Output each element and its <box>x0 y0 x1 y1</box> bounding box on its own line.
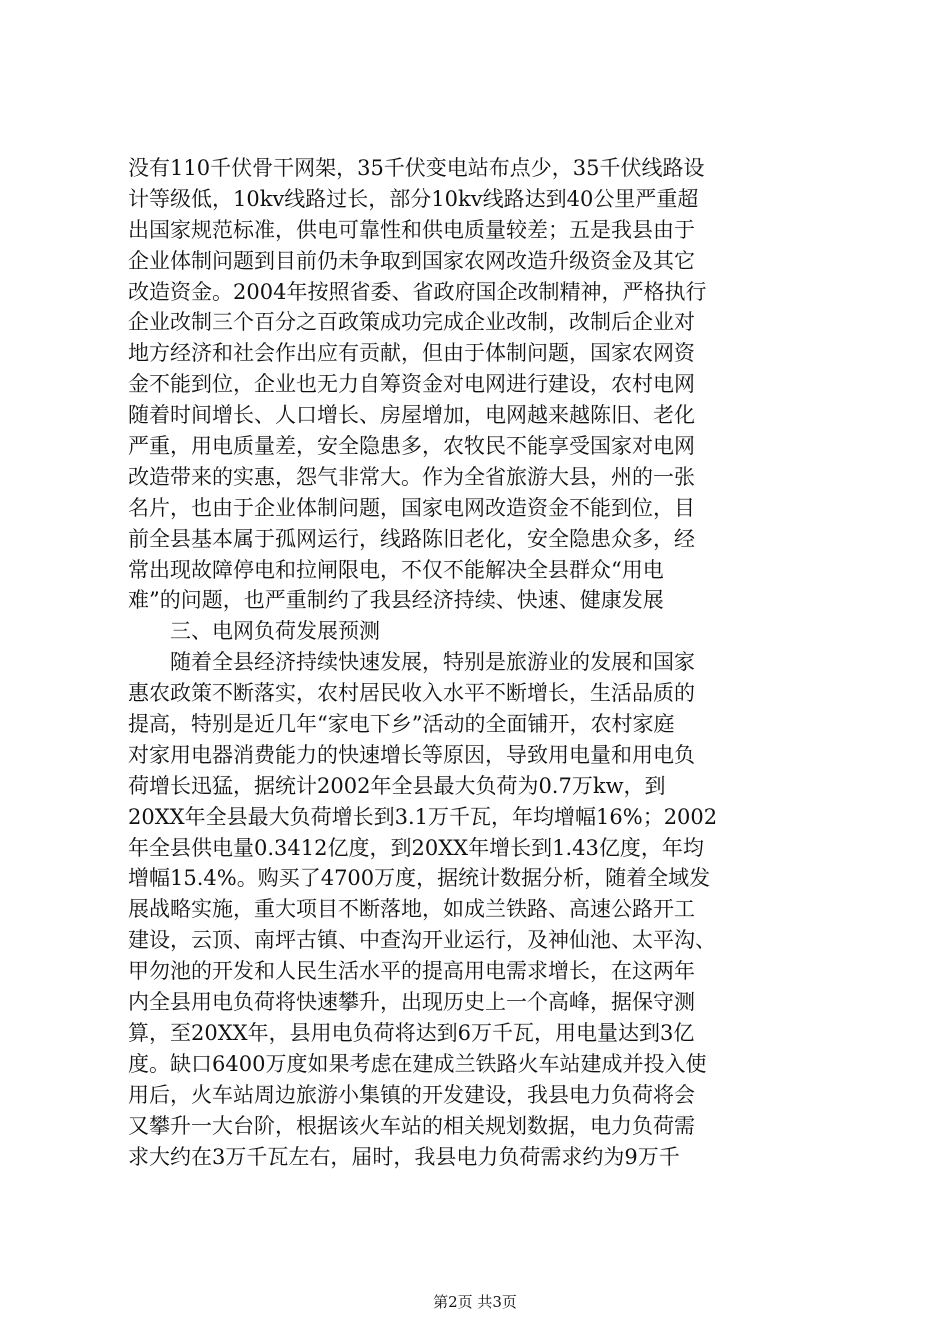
text-line: 建设，云顶、南坪古镇、中查沟开业运行，及神仙池、太平沟、 <box>128 928 716 953</box>
text-line: 没有110千伏骨干网架，35千伏变电站布点少，35千伏线路设 <box>128 156 705 180</box>
text-line: 增幅15.4%。购买了4700万度，据统计数据分析，随着全域发 <box>128 866 711 891</box>
text-line: 企业改制三个百分之百政策成功完成企业改制，改制后企业对 <box>128 310 695 335</box>
body-text <box>128 153 828 1172</box>
text-line: 难”的问题，也严重制约了我县经济持续、快速、健康发展 <box>128 588 664 613</box>
text-line: 算，至20XX年，县用电负荷将达到6万千瓦，用电量达到3亿 <box>128 1020 695 1045</box>
text-line: 展战略实施，重大项目不断落地，如成兰铁路、高速公路开工 <box>128 897 695 922</box>
text-line: 名片，也由于企业体制问题，国家电网改造资金不能到位，目 <box>128 495 695 520</box>
text-line: 度。缺口6400万度如果考虑在建成兰铁路火车站建成并投入使 <box>128 1051 707 1076</box>
text-line: 求大约在3万千瓦左右，届时，我县电力负荷需求约为9万千 <box>128 1144 680 1169</box>
text-line: 出国家规范标准，供电可靠性和供电质量较差；五是我县由于 <box>128 217 695 242</box>
text-line: 严重，用电质量差，安全隐患多，农牧民不能享受国家对电网 <box>128 434 695 459</box>
text-line: 前全县基本属于孤网运行，线路陈旧老化，安全隐患众多，经 <box>128 526 695 551</box>
text-line: 地方经济和社会作出应有贡献，但由于体制问题，国家农网资 <box>128 341 695 366</box>
text-line: 对家用电器消费能力的快速增长等原因，导致用电量和用电负 <box>128 742 695 767</box>
text-line: 计等级低，10kv线路过长，部分10kv线路达到40公里严重超 <box>128 186 699 211</box>
text-line: 提高，特别是近几年“家电下乡”活动的全面铺开，农村家庭 <box>128 712 675 737</box>
text-line: 改造带来的实惠，怨气非常大。作为全省旅游大县，州的一张 <box>128 464 695 489</box>
text-line: 用后，火车站周边旅游小集镇的开发建设，我县电力负荷将会 <box>128 1082 695 1107</box>
text-line: 内全县用电负荷将快速攀升，出现历史上一个高峰，据保守测 <box>128 990 695 1015</box>
text-line: 金不能到位，企业也无力自筹资金对电网进行建设，农村电网 <box>128 372 695 397</box>
text-line: 惠农政策不断落实，农村居民收入水平不断增长，生活品质的 <box>128 681 695 706</box>
text-line: 常出现故障停电和拉闸限电，不仅不能解决全县群众“用电 <box>128 557 664 582</box>
text-line: 企业体制问题到目前仍未争取到国家农网改造升级资金及其它 <box>128 248 695 273</box>
text-line: 甲勿池的开发和人民生活水平的提高用电需求增长，在这两年 <box>128 959 695 984</box>
section-heading: 三、电网负荷发展预测 <box>128 619 380 644</box>
text-line: 年全县供电量0.3412亿度，到20XX年增长到1.43亿度，年均 <box>128 835 704 860</box>
text-line: 随着全县经济持续快速发展，特别是旅游业的发展和国家 <box>128 650 695 675</box>
page-footer: 第2页 共3页 <box>433 1293 517 1311</box>
text-line: 又攀升一大台阶，根据该火车站的相关规划数据，电力负荷需 <box>128 1113 695 1138</box>
text-line: 20XX年全县最大负荷增长到3.1万千瓦，年均增幅16%；2002 <box>128 804 718 829</box>
text-line: 随着时间增长、人口增长、房屋增加，电网越来越陈旧、老化 <box>128 403 695 428</box>
text-line: 改造资金。2004年按照省委、省政府国企改制精神，严格执行 <box>128 279 707 304</box>
text-line: 荷增长迅猛，据统计2002年全县最大负荷为0.7万kw，到 <box>128 773 666 798</box>
